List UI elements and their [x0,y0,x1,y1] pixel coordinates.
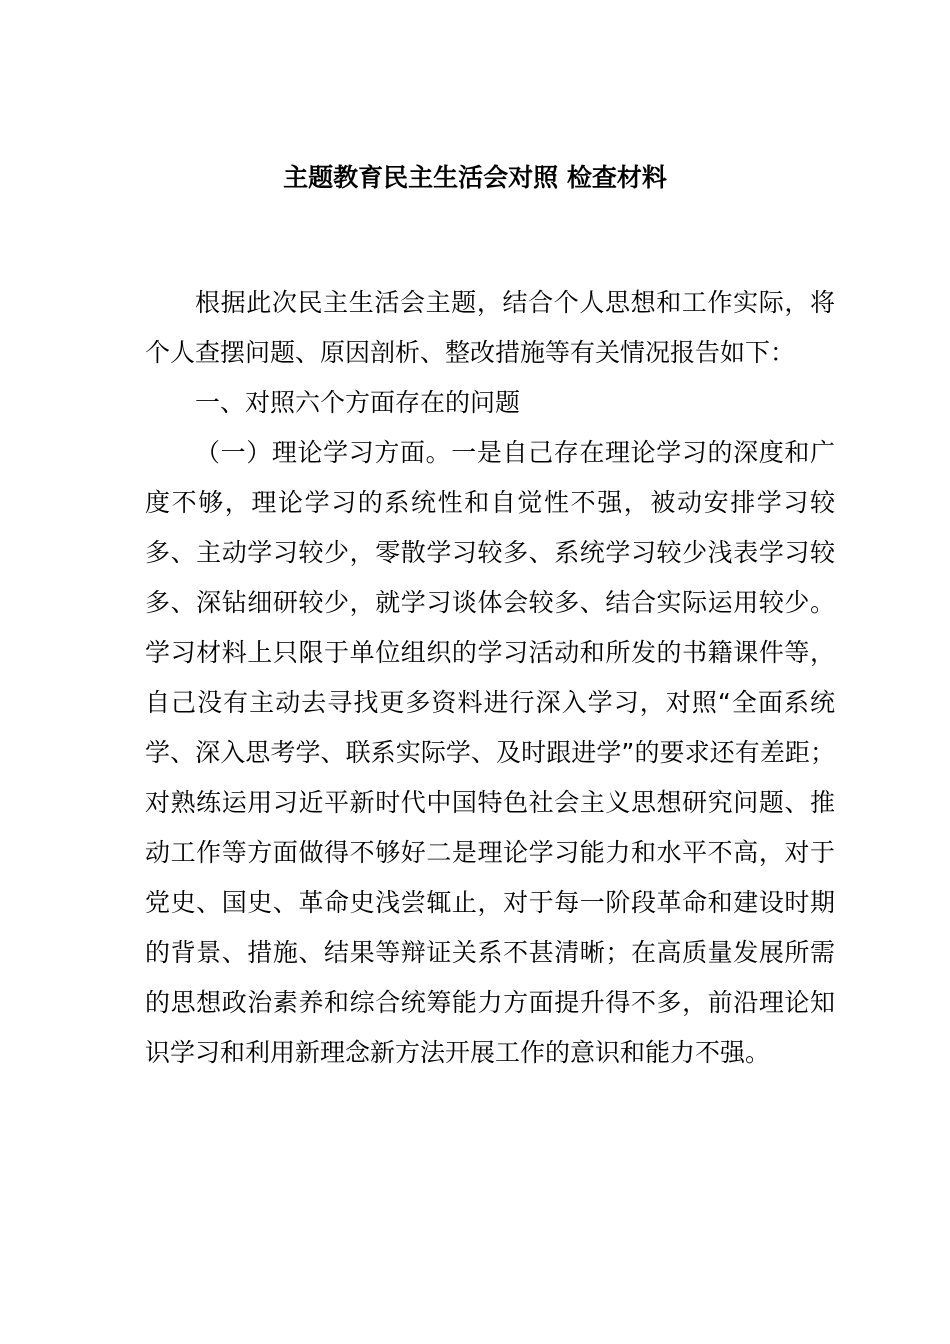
theory-study-paragraph: （一）理论学习方面。一是自己存在理论学习的深度和广度不够，理论学习的系统性和自觉性不强，被动安排学习较多、主动学习较少，零散学习较多、系统学习较少浅表学习较多、深钻细研较少，就学习谈体会较多、结合实际运用较少。学习材料上只限于单位组织的学习活动和所发的书籍课件等，自己没有主动去寻找更多资料进行深入学习，对照“全面系统学、深入思考学、联系实际学、及时跟进学”的要求还有差距；对熟练运用习近平新时代中国特色社会主义思想研究问题、推动工作等方面做得不够好二是理论学习能力和水平不高，对于党史、国史、革命史浅尝辄止，对于每一阶段革命和建设时期的背景、措施、结果等辩证关系不甚清晰；在高质量发展所需的思想政治素养和综合统筹能力方面提升得不多，前沿理论知识学习和利用新理念新方法开展工作的意识和能力不强。 [145,438,835,1067]
intro-paragraph: 根据此次民主生活会主题，结合个人思想和工作实际，将个人查摆问题、原因剖析、整改措施等有关情况报告如下： [145,288,835,367]
section-heading: 一、对照六个方面存在的问题 [195,388,521,417]
document-title: 主题教育民主生活会对照 检查材料 [283,163,667,192]
document-body [145,278,835,1078]
